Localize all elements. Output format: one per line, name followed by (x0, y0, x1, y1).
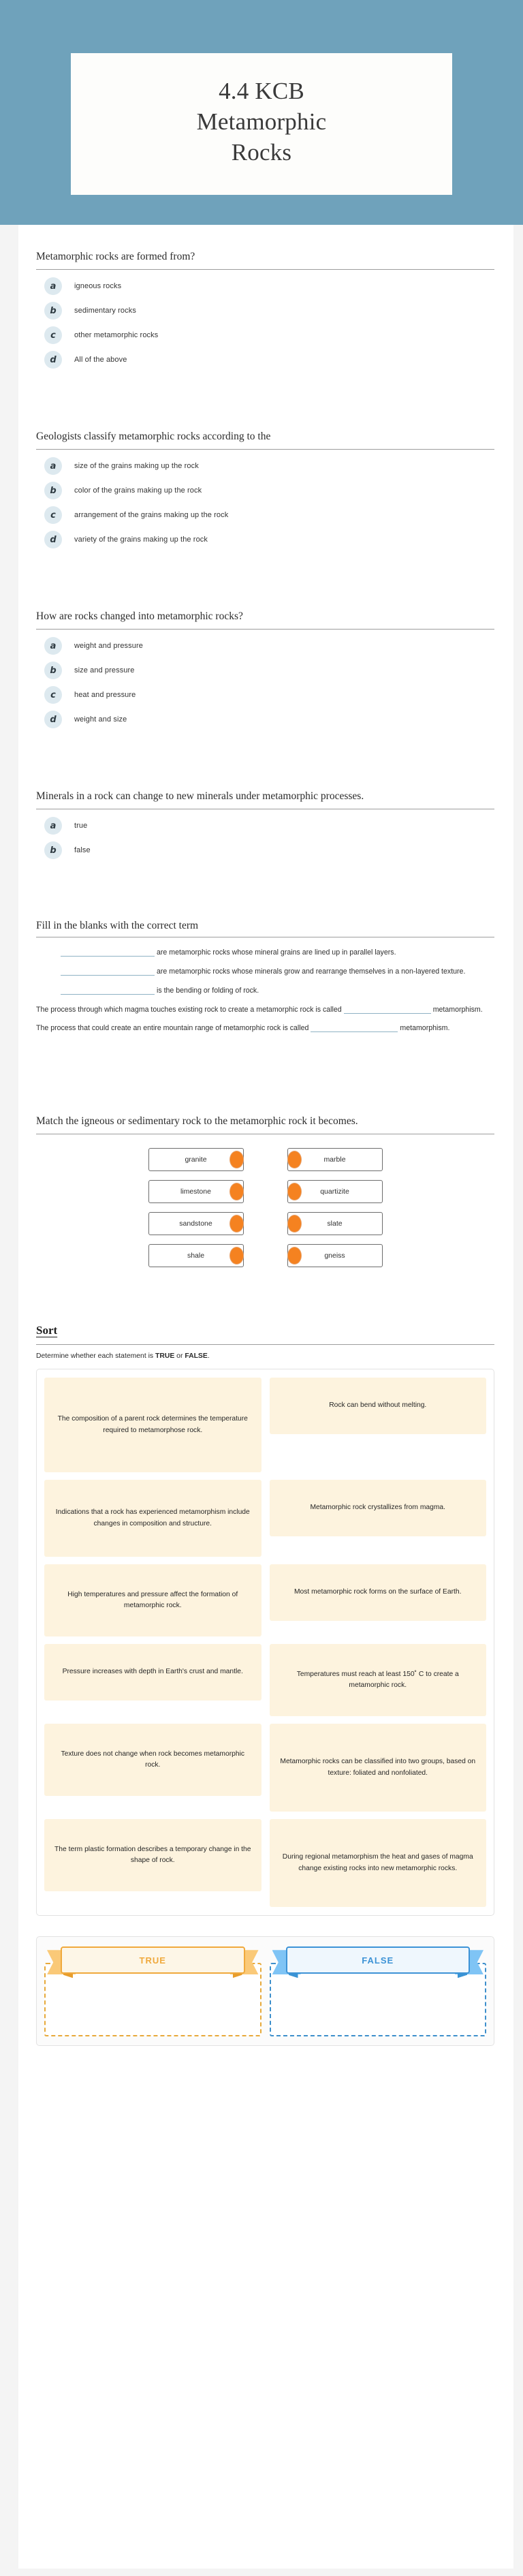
match-card-left-granite[interactable] (148, 1148, 244, 1171)
option-1d[interactable] (44, 347, 494, 372)
question-block-1 (36, 225, 494, 372)
option-letter-bubble: a (44, 277, 62, 295)
sort-heading: Sort (36, 1324, 58, 1337)
page-title-line-1: 4.4 KCB (219, 78, 304, 104)
option-letter-bubble: b (44, 482, 62, 499)
match-connector-dot[interactable] (287, 1215, 302, 1232)
match-grid (36, 1138, 494, 1267)
match-label: shale (187, 1252, 205, 1260)
fill-in-blank-prefix-4: The process through which magma touches existing rock to create a metamorphic rock is called (36, 1005, 342, 1014)
question-block-4 (36, 764, 494, 863)
false-ribbon (270, 1946, 487, 1979)
option-3d[interactable] (44, 707, 494, 732)
match-connector-dot[interactable] (229, 1183, 244, 1200)
option-letter-bubble: c (44, 326, 62, 344)
fill-in-blank-item-2 (36, 961, 494, 980)
option-list-2 (36, 454, 494, 552)
blank-input-3[interactable] (61, 986, 155, 995)
match-card-left-sandstone[interactable] (148, 1212, 244, 1235)
option-letter-bubble: c (44, 686, 62, 704)
blank-input-4[interactable] (344, 1005, 431, 1014)
option-label: false (74, 846, 91, 854)
sort-card[interactable]: Most metamorphic rock forms on the surface of Earth. (270, 1564, 487, 1621)
match-card-right-quartizite[interactable] (287, 1180, 383, 1203)
option-label: true (74, 822, 88, 830)
page-title-line-2: Metamorphic (196, 108, 327, 135)
fill-in-blank-item-4 (36, 999, 494, 1018)
page-title (87, 76, 436, 168)
option-letter-bubble: b (44, 841, 62, 859)
match-label: quartizite (320, 1188, 349, 1196)
fill-in-blank-item-3 (36, 980, 494, 999)
sort-column-right (270, 1378, 487, 1472)
question-rule-2 (36, 449, 494, 450)
sort-card[interactable]: Metamorphic rock crystallizes from magma. (270, 1480, 487, 1536)
option-label: heat and pressure (74, 691, 136, 699)
option-4a[interactable] (44, 813, 494, 838)
blank-input-2[interactable] (61, 967, 155, 976)
option-2c[interactable] (44, 503, 494, 527)
worksheet-sheet (18, 225, 513, 2569)
match-connector-dot[interactable] (229, 1151, 244, 1168)
match-connector-dot[interactable] (287, 1151, 302, 1168)
fill-in-blank-text-2: are metamorphic rocks whose minerals grow and rearrange themselves in a non-layered texture. (157, 967, 466, 976)
option-2a[interactable] (44, 454, 494, 478)
match-connector-dot[interactable] (287, 1183, 302, 1200)
option-letter-bubble: d (44, 711, 62, 728)
sort-grid (44, 1378, 486, 1907)
question-block-2 (36, 405, 494, 552)
option-letter-bubble: c (44, 506, 62, 524)
question-rule-1 (36, 269, 494, 270)
false-label: FALSE (286, 1946, 471, 1974)
option-2d[interactable] (44, 527, 494, 552)
true-label: TRUE (61, 1946, 245, 1974)
sort-card[interactable]: Metamorphic rocks can be classified into two groups, based on texture: foliated and nonfoliated. (270, 1724, 487, 1812)
match-card-right-marble[interactable] (287, 1148, 383, 1171)
title-card (71, 53, 452, 195)
option-letter-bubble: b (44, 662, 62, 679)
sort-card-pool (36, 1369, 494, 1916)
option-label: other metamorphic rocks (74, 331, 159, 339)
sort-card[interactable]: Rock can bend without melting. (270, 1378, 487, 1434)
match-row (36, 1148, 494, 1171)
option-label: weight and size (74, 715, 127, 724)
question-prompt-4: Minerals in a rock can change to new minerals under metamorphic processes. (36, 790, 364, 802)
sort-instruction-prefix: Determine whether each statement is (36, 1352, 155, 1361)
match-row (36, 1244, 494, 1267)
match-card-left-limestone[interactable] (148, 1180, 244, 1203)
option-letter-bubble: b (44, 302, 62, 320)
option-letter-bubble: a (44, 457, 62, 475)
sort-card[interactable]: The composition of a parent rock determines the temperature required to metamorphose rock. (44, 1378, 262, 1472)
match-label: slate (327, 1220, 343, 1228)
option-list-4 (36, 813, 494, 863)
option-3c[interactable] (44, 683, 494, 707)
match-card-right-gneiss[interactable] (287, 1244, 383, 1267)
option-4b[interactable] (44, 838, 494, 863)
true-ribbon (44, 1946, 262, 1979)
match-label: granite (185, 1155, 207, 1164)
option-3a[interactable] (44, 634, 494, 658)
fill-in-blank-text-5: metamorphism. (400, 1024, 450, 1033)
question-rule-3 (36, 629, 494, 630)
option-label: sedimentary rocks (74, 307, 136, 315)
blank-input-5[interactable] (311, 1023, 398, 1032)
match-row (36, 1212, 494, 1235)
fill-in-blanks-section (36, 895, 494, 1036)
sort-card[interactable]: Texture does not change when rock becomes metamorphic rock. (44, 1724, 262, 1796)
match-card-left-shale[interactable] (148, 1244, 244, 1267)
sort-card[interactable]: During regional metamorphism the heat and gases of magma change existing rocks into new metamorphic rocks. (270, 1819, 487, 1907)
match-section (36, 1089, 494, 1267)
sort-instruction-false: FALSE (185, 1352, 208, 1361)
question-prompt-2: Geologists classify metamorphic rocks according to the (36, 431, 271, 442)
page-banner (0, 0, 523, 225)
sort-drop-zones (36, 1936, 494, 2046)
option-letter-bubble: d (44, 531, 62, 548)
match-label: gneiss (324, 1252, 345, 1260)
fill-in-blank-item-1 (36, 942, 494, 961)
option-1a[interactable] (44, 274, 494, 298)
match-label: sandstone (179, 1220, 212, 1228)
fill-in-blank-text-4: metamorphism. (432, 1005, 483, 1014)
option-label: variety of the grains making up the rock (74, 536, 208, 544)
question-block-3 (36, 585, 494, 732)
match-label: limestone (180, 1188, 211, 1196)
sort-card[interactable]: Pressure increases with depth in Earth's crust and mantle. (44, 1644, 262, 1701)
option-label: color of the grains making up the rock (74, 486, 202, 495)
drop-zone-false[interactable] (270, 1946, 487, 2036)
match-heading: Match the igneous or sedimentary rock to the metamorphic rock it becomes. (36, 1115, 358, 1128)
question-prompt-3: How are rocks changed into metamorphic rocks? (36, 610, 243, 622)
sort-card[interactable]: The term plastic formation describes a temporary change in the shape of rock. (44, 1819, 262, 1891)
question-prompt-1: Metamorphic rocks are formed from? (36, 251, 195, 262)
option-2b[interactable] (44, 478, 494, 503)
sort-card[interactable]: Temperatures must reach at least 150˚ C to create a metamorphic rock. (270, 1644, 487, 1716)
option-list-1 (36, 274, 494, 372)
option-letter-bubble: a (44, 817, 62, 835)
match-row (36, 1180, 494, 1203)
option-list-3 (36, 634, 494, 732)
option-1c[interactable] (44, 323, 494, 347)
option-label: size of the grains making up the rock (74, 462, 199, 470)
match-connector-dot[interactable] (229, 1215, 244, 1232)
sort-rule (36, 1344, 494, 1345)
page-title-line-3: Rocks (231, 138, 292, 166)
option-1b[interactable] (44, 298, 494, 323)
blank-input-1[interactable] (61, 948, 155, 957)
sort-section (36, 1324, 494, 2046)
sort-card[interactable]: High temperatures and pressure affect the formation of metamorphic rock. (44, 1564, 262, 1636)
fill-in-blank-text-1: are metamorphic rocks whose mineral grains are lined up in parallel layers. (157, 948, 396, 957)
option-3b[interactable] (44, 658, 494, 683)
sort-instruction-mid: or (174, 1352, 185, 1361)
fill-in-blank-text-3: is the bending or folding of rock. (157, 986, 259, 995)
sort-column-left (44, 1378, 262, 1472)
option-letter-bubble: d (44, 351, 62, 369)
match-card-right-slate[interactable] (287, 1212, 383, 1235)
sort-instruction-suffix: . (207, 1352, 210, 1361)
option-label: size and pressure (74, 666, 135, 674)
option-label: arrangement of the grains making up the rock (74, 511, 229, 519)
fill-in-blanks-heading: Fill in the blanks with the correct term (36, 920, 199, 931)
option-label: igneous rocks (74, 282, 122, 290)
fill-in-blank-item-5 (36, 1017, 494, 1036)
option-label: weight and pressure (74, 642, 143, 650)
fill-in-blank-prefix-5: The process that could create an entire mountain range of metamorphic rock is called (36, 1024, 309, 1033)
option-letter-bubble: a (44, 637, 62, 655)
match-connector-dot[interactable] (287, 1247, 302, 1264)
drop-zone-true[interactable] (44, 1946, 262, 2036)
sort-instruction (36, 1352, 494, 1369)
sort-card[interactable]: Indications that a rock has experienced metamorphism include changes in composition and structure. (44, 1480, 262, 1557)
sort-instruction-true: TRUE (155, 1352, 175, 1361)
match-label: marble (323, 1155, 346, 1164)
match-connector-dot[interactable] (229, 1247, 244, 1264)
option-label: All of the above (74, 356, 127, 364)
